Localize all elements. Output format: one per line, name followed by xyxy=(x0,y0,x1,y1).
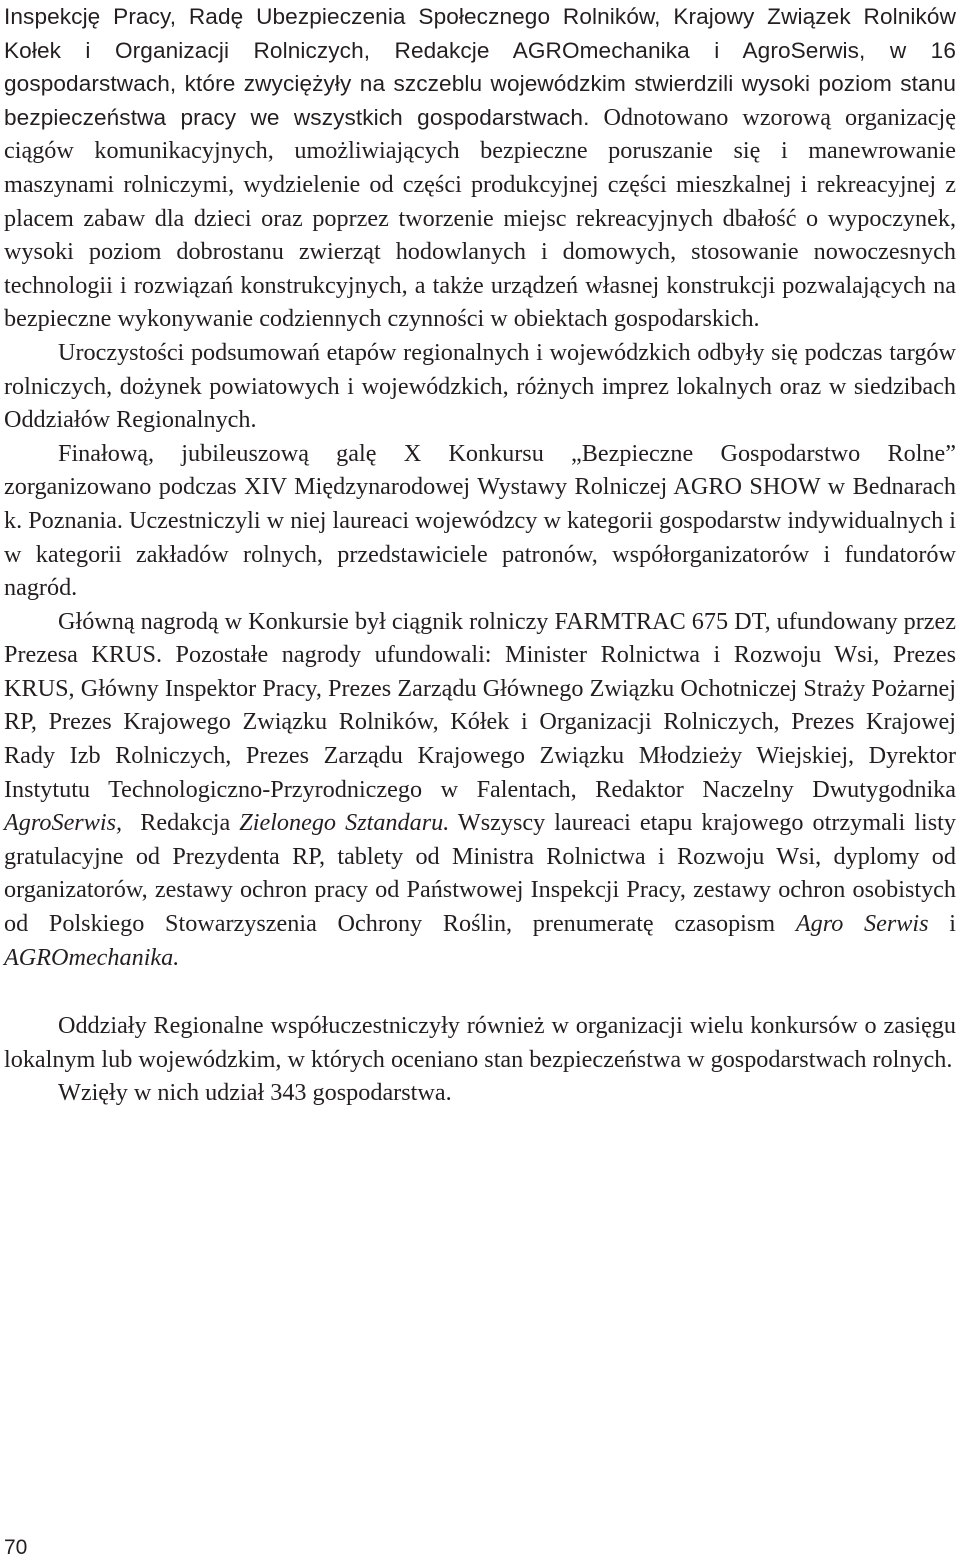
document-page xyxy=(4,0,956,1110)
paragraph-gap xyxy=(4,974,956,1009)
paragraph-4-italic-agroserwis: AgroSerwis, xyxy=(4,809,123,837)
paragraph-4-text-1: Główną nagrodą w Konkursie był ciągnik rolniczy FARMTRAC 675 DT, ufundowany przez Prezesa KRUS. Pozostałe nagrody ufundowali: Minister Rolnictwa i Rozwoju Wsi, Prezes KRUS, Główny Inspektor Pracy, Prezes Zarządu Głównego Związku Ochotniczej Straży Pożarnej RP, Prezes Krajowego Związku Rolników, Kółek i Organizacji Rolniczych, Prezes Krajowej Rady Izb Rolniczych, Prezes Zarządu Krajowego Związku Młodzieży Wiejskiej, Dyrektor Instytutu Technologiczno-Przyrodniczego w Falentach, Redaktor Naczelny Dwutygodnika xyxy=(4,607,956,803)
paragraph-5: Oddziały Regionalne współuczestniczyły również w organizacji wielu konkursów o zasięgu lokalnym lub wojewódzkim, w których oceniano stan bezpieczeństwa w gospodarstwach rolnych. xyxy=(4,1012,956,1073)
paragraph-1 xyxy=(4,0,956,336)
paragraph-4-text-3: Wszyscy laureaci etapu krajowego otrzymali listy gratulacyjne od Prezydenta RP, tablety od Ministra Rolnictwa i Rozwoju Wsi, dyplomy od organizatorów, zestawy ochron pracy od Państwowej Inspekcji Pracy, zestawy ochron osobistych od Polskiego Stowarzyszenia Ochrony Roślin, prenumeratę czasopism xyxy=(4,809,956,938)
paragraph-4-text-2: Redakcja xyxy=(122,809,240,837)
paragraph-3: Finałową, jubileuszową galę X Konkursu „Bezpieczne Gospodarstwo Rolne” zorganizowano podczas XIV Międzynarodowej Wystawy Rolniczej AGRO SHOW w Bednarach k. Poznania. Uczestniczyli w niej laureaci wojewódzcy w kategorii gospodarstw indywidualnych i w kategorii zakładów rolnych, przedstawiciele patronów, współorganizatorów i fundatorów nagród. xyxy=(4,439,956,602)
paragraph-1-sans-text: Inspekcję Pracy, Radę Ubezpieczenia Społecznego Rolników, Krajowy Związek Rolników Kołek i Organizacji Rolniczych, Redakcje AGROmechanika i AgroSerwis, w 16 gospodarstwach, które zwyciężyły na szczeblu wojewódzkim stwierdzili wysoki poziom stanu bezpieczeństwa pracy we wszystkich gospodarstwach. xyxy=(4,4,956,130)
paragraph-4 xyxy=(4,605,956,975)
paragraph-4-italic-agro-serwis: Agro Serwis xyxy=(795,910,929,938)
paragraph-4-italic-zielonego-sztandaru: Zielonego Sztandaru. xyxy=(239,809,450,837)
paragraph-6: Wzięły w nich udział 343 gospodarstwa. xyxy=(58,1079,452,1107)
page-number: 70 xyxy=(4,1536,28,1559)
paragraph-4-italic-agromechanika: AGROmechanika. xyxy=(4,943,180,971)
paragraph-4-text-4: i xyxy=(928,910,956,938)
paragraph-1-serif-text: Odnotowano wzorową organizację ciągów komunikacyjnych, umożliwiających bezpieczne poruszanie się i manewrowanie maszynami rolniczymi, wydzielenie od części produkcyjnej części mieszkalnej i rekreacyjnej z placem zabaw dla dzieci oraz poprzez tworzenie miejsc rekreacyjnych dbałość o wypoczynek, wysoki poziom dobrostanu zwierząt hodowlanych i domowych, stosowanie nowoczesnych technologii i rozwiązań konstrukcyjnych, a także urządzeń własnej konstrukcji pozwalających na bezpieczne wykonywanie codziennych czynności w obiektach gospodarskich. xyxy=(4,103,956,333)
paragraph-2: Uroczystości podsumowań etapów regionalnych i wojewódzkich odbyły się podczas targów rolniczych, dożynek powiatowych i wojewódzkich, różnych imprez lokalnych oraz w siedzibach Oddziałów Regionalnych. xyxy=(4,338,956,434)
